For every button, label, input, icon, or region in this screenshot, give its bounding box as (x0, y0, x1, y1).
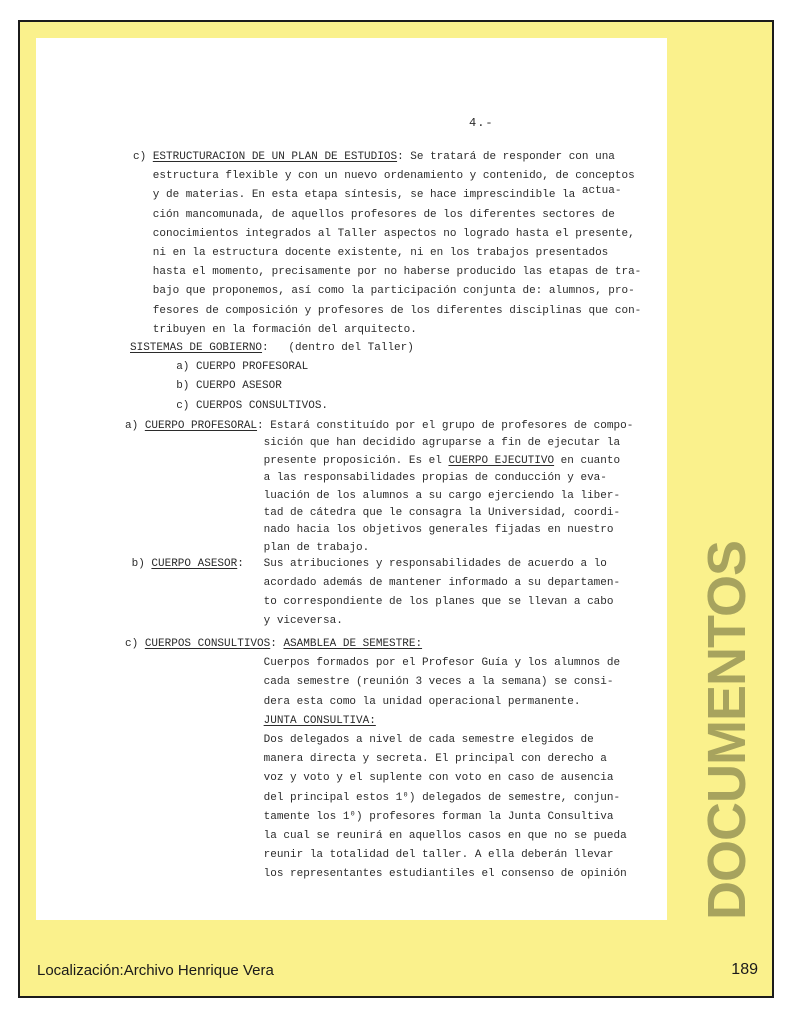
doc-line: dera esta como la unidad operacional permanente. (125, 695, 581, 708)
doc-line: a las responsabilidades propias de conducción y eva- (125, 472, 607, 485)
doc-line: to correspondiente de los planes que se llevan a cabo (125, 595, 614, 608)
doc-line: SISTEMAS DE GOBIERNO: (dentro del Taller) (130, 342, 414, 354)
doc-line: hasta el momento, precisamente por no haberse producido las etapas de tra- (133, 266, 642, 279)
doc-line: c) CUERPOS CONSULTIVOS: ASAMBLEA DE SEMESTRE: (125, 638, 423, 650)
doc-line: c) ESTRUCTURACION DE UN PLAN DE ESTUDIOS: Se tratará de responder con una (133, 151, 615, 163)
doc-line: ción mancomunada, de aquellos profesores de los diferentes sectores de (133, 208, 615, 221)
doc-line: presente proposición. Es el CUERPO EJECUTIVO en cuanto (125, 454, 621, 467)
doc-line: JUNTA CONSULTIVA: (263, 714, 376, 727)
doc-line: nado hacia los objetivos generales fijadas en nuestro (125, 524, 614, 537)
doc-line: sición que han decidido agruparse a fin de ejecutar la (125, 437, 621, 450)
doc-block-plan-de-estudios (133, 148, 641, 340)
doc-line: b) CUERPO ASESOR: Sus atribuciones y responsabilidades de acuerdo a lo (125, 558, 607, 570)
doc-line: conocimientos integrados al Taller aspectos no logrado hasta el presente, (133, 227, 635, 240)
doc-line: tribuyen en la formación del arquitecto. (133, 323, 417, 336)
doc-line: tamente los 1⁰) profesores forman la Junta Consultiva (125, 810, 614, 823)
scanned-page (36, 38, 667, 920)
doc-line: ni en la estructura docente existente, ni en los trabajos presentados (133, 247, 609, 260)
footer-bar (37, 956, 758, 984)
doc-line: estructura flexible y con un nuevo ordenamiento y contenido, de conceptos (133, 170, 635, 183)
doc-line: Dos delegados a nivel de cada semestre elegidos de (125, 734, 594, 747)
doc-line: luación de los alumnos a su cargo ejerciendo la liber- (125, 489, 621, 502)
doc-line: c) CUERPOS CONSULTIVOS. (130, 399, 329, 412)
doc-line: bajo que proponemos, así como la participación conjunta de: alumnos, pro- (133, 285, 635, 298)
page-number: 189 (731, 961, 758, 978)
section-label-documentos: DOCUMENTOS (697, 540, 757, 920)
doc-line: tad de cátedra que le consagra la Universidad, coordi- (125, 507, 621, 520)
doc-line: del principal estos 1⁰) delegados de semestre, conjun- (125, 791, 621, 804)
typed-page-marker: 4.- (469, 116, 494, 130)
doc-line: y viceversa. (125, 614, 343, 627)
doc-line: fesores de composición y profesores de los diferentes disciplinas que con- (133, 304, 642, 317)
doc-block-cuerpo-profesoral (125, 418, 633, 557)
doc-line: a) CUERPO PROFESORAL: Estará constituído por el grupo de profesores de compo- (125, 420, 634, 432)
document-viewer-frame (18, 20, 774, 998)
doc-line: manera directa y secreta. El principal con derecho a (125, 753, 607, 766)
doc-line: plan de trabajo. (125, 541, 370, 554)
doc-line: los representantes estudiantiles el consenso de opinión (125, 868, 627, 881)
doc-block-cuerpos-consultivos (125, 635, 627, 885)
doc-line: a) CUERPO PROFESORAL (130, 361, 309, 374)
doc-line: cada semestre (reunión 3 veces a la semana) se consi- (125, 676, 614, 689)
doc-line: b) CUERPO ASESOR (130, 380, 282, 393)
doc-line: la cual se reunirá en aquellos casos en que no se pueda (125, 830, 627, 843)
archive-location-label: Localización:Archivo Henrique Vera (37, 961, 274, 979)
doc-line: voz y voto y el suplente con voto en caso de ausencia (125, 772, 614, 785)
doc-line: reunir la totalidad del taller. A ella deberán llevar (125, 849, 614, 862)
doc-line: acordado además de mantener informado a su departamen- (125, 576, 621, 589)
doc-block-sistemas-de-gobierno (130, 339, 414, 416)
doc-line: y de materias. En esta etapa síntesis, se hace imprescindible la actua- (133, 185, 622, 202)
doc-line: Cuerpos formados por el Profesor Guía y los alumnos de (125, 657, 621, 670)
doc-block-cuerpo-asesor (125, 555, 620, 631)
